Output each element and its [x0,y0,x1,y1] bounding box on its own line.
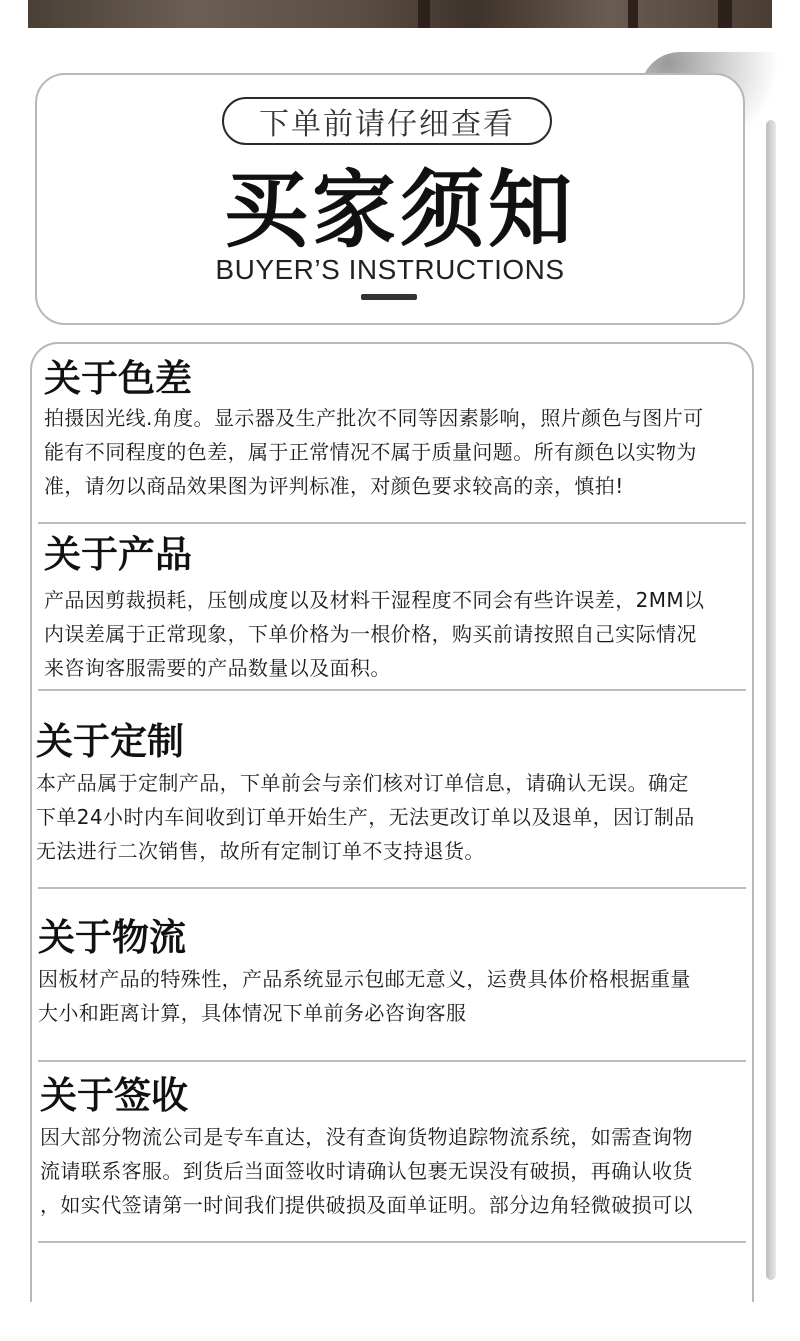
section-body: 拍摄因光线.角度。显示器及生产批次不同等因素影响，照片颜色与图片可 能有不同程度的色差，属于正常情况不属于质量问题。所有颜色以实物为 准，请勿以商品效果图为评判标准，对颜色要求较高的亲，慎拍! [44,406,704,498]
section-divider [38,1241,746,1243]
section-body: 本产品属于定制产品，下单前会与亲们核对订单信息，请确认无误。确定 下单24小时内车间收到订单开始生产，无法更改订单以及退单，因订制品 无法进行二次销售，故所有定制订单不支持退货。 [36,771,695,863]
section-divider [38,522,746,524]
section-product [44,533,744,685]
section-title: 关于签收 [40,1074,188,1117]
section-divider [38,689,746,691]
section-title: 关于产品 [44,533,192,576]
section-title: 关于物流 [38,916,186,959]
section-customization [36,720,744,868]
section-body: 产品因剪裁损耗，压刨成度以及材料干湿程度不同会有些许误差，2MM以 内误差属于正常现象，下单价格为一根价格，购买前请按照自己实际情况 来咨询客服需要的产品数量以及面积。 [44,588,705,680]
chair-leg [418,0,430,28]
section-divider [38,1060,746,1062]
chair-leg [718,0,732,28]
title-underline [361,294,417,300]
section-title: 关于定制 [36,720,184,763]
notice-pill: 下单前请仔细查看 [222,97,552,145]
section-divider [38,887,746,889]
chair-leg [628,0,638,28]
page-title: 买家须知 [223,161,576,259]
section-receipt [40,1074,744,1222]
side-rail-decoration [766,120,776,1280]
section-logistics [38,916,744,1030]
section-color-difference [44,357,744,503]
page-subtitle: BUYER’S INSTRUCTIONS [215,254,565,285]
section-body: 因板材产品的特殊性，产品系统显示包邮无意义，运费具体价格根据重量 大小和距离计算，具体情况下单前务必咨询客服 [38,967,691,1025]
section-title: 关于色差 [44,357,192,400]
product-photo-strip [28,0,772,28]
section-body: 因大部分物流公司是专车直达，没有查询货物追踪物流系统，如需查询物 流请联系客服。到货后当面签收时请确认包裹无误没有破损，再确认收货 ，如实代签请第一时间我们提供破损及面单证明。部分边角轻微破损可以 [40,1125,693,1217]
